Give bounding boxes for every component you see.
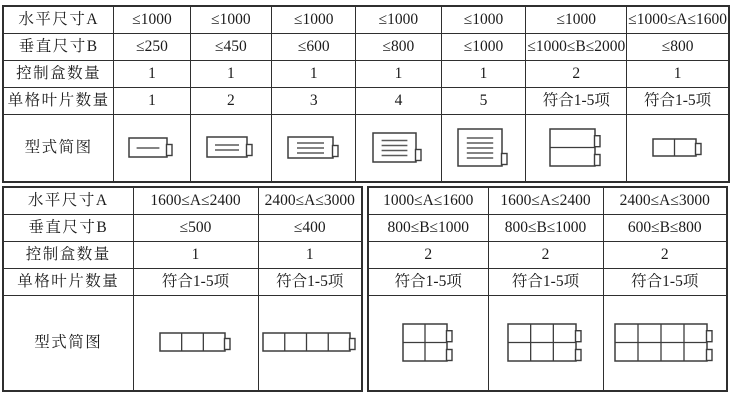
type-diagram-cell <box>356 114 441 182</box>
cell-blades: 符合1-5项 <box>133 268 258 295</box>
table-row <box>3 214 362 241</box>
row-label-type-diagram: 型式简图 <box>3 114 114 182</box>
cell-horizontal-a: ≤1000 <box>272 6 356 33</box>
cell-horizontal-a: ≤1000 <box>526 6 627 33</box>
cell-control-boxes: 1 <box>356 60 441 87</box>
vent-diagram <box>527 128 625 168</box>
vent-diagram <box>273 136 354 160</box>
cell-horizontal-a: 1600≤A≤2400 <box>488 187 603 214</box>
table-row <box>3 268 362 295</box>
cell-vertical-b: 600≤B≤800 <box>603 214 727 241</box>
cell-vertical-b: ≤600 <box>272 33 356 60</box>
cell-vertical-b: ≤450 <box>190 33 272 60</box>
vent-diagram-icon <box>372 132 424 164</box>
cell-control-boxes: 1 <box>258 241 362 268</box>
vent-diagram <box>135 332 257 353</box>
spec-table-top <box>2 5 730 183</box>
vent-diagram-icon <box>507 323 584 363</box>
vent-diagram-icon <box>614 323 715 363</box>
cell-horizontal-a: ≤1000 <box>114 6 190 33</box>
vent-diagram-icon <box>287 136 341 160</box>
vent-diagram <box>192 136 271 159</box>
vent-diagram-icon <box>549 128 603 168</box>
cell-control-boxes: 1 <box>441 60 526 87</box>
vent-diagram-icon <box>262 332 358 353</box>
table-row <box>3 60 729 87</box>
type-diagram-cell <box>603 295 727 391</box>
cell-blades: 1 <box>114 87 190 114</box>
cell-horizontal-a: ≤1000 <box>356 6 441 33</box>
table-row <box>368 268 727 295</box>
cell-vertical-b: 800≤B≤1000 <box>368 214 488 241</box>
vent-diagram <box>370 323 487 363</box>
row-label-horizontal-dimension-a: 水平尺寸A <box>3 187 133 214</box>
table-row <box>3 33 729 60</box>
vent-diagram <box>628 138 727 158</box>
type-diagram-cell <box>114 114 190 182</box>
cell-horizontal-a: ≤1000≤A≤1600 <box>627 6 729 33</box>
table-row <box>368 187 727 214</box>
table-row <box>3 6 729 33</box>
table-row <box>3 241 362 268</box>
cell-control-boxes: 2 <box>368 241 488 268</box>
cell-blades: 符合1-5项 <box>368 268 488 295</box>
table-row <box>3 114 729 182</box>
cell-control-boxes: 1 <box>190 60 272 87</box>
table-row <box>3 87 729 114</box>
cell-vertical-b: 800≤B≤1000 <box>488 214 603 241</box>
type-diagram-cell <box>272 114 356 182</box>
row-label-blades-per-cell-count: 单格叶片数量 <box>3 268 133 295</box>
cell-control-boxes: 1 <box>627 60 729 87</box>
cell-horizontal-a: 2400≤A≤3000 <box>603 187 727 214</box>
vent-diagram-icon <box>402 323 455 363</box>
cell-vertical-b: ≤800 <box>356 33 441 60</box>
cell-blades: 符合1-5项 <box>627 87 729 114</box>
cell-vertical-b: ≤1000≤B≤2000 <box>526 33 627 60</box>
spec-table-bottom-left <box>2 186 363 392</box>
type-diagram-cell <box>441 114 526 182</box>
spec-table-bottom <box>2 186 730 392</box>
cell-control-boxes: 1 <box>133 241 258 268</box>
row-label-vertical-dimension-b: 垂直尺寸B <box>3 33 114 60</box>
cell-horizontal-a: ≤1000 <box>441 6 526 33</box>
table-row <box>368 295 727 391</box>
cell-control-boxes: 1 <box>272 60 356 87</box>
type-diagram-cell <box>190 114 272 182</box>
vent-diagram <box>443 128 525 168</box>
row-label-horizontal-dimension-a: 水平尺寸A <box>3 6 114 33</box>
cell-horizontal-a: 1600≤A≤2400 <box>133 187 258 214</box>
vent-diagram <box>115 137 188 159</box>
cell-blades: 符合1-5项 <box>488 268 603 295</box>
cell-horizontal-a: 2400≤A≤3000 <box>258 187 362 214</box>
cell-horizontal-a: ≤1000 <box>190 6 272 33</box>
cell-vertical-b: ≤800 <box>627 33 729 60</box>
cell-vertical-b: ≤400 <box>258 214 362 241</box>
vent-diagram <box>260 332 361 353</box>
cell-blades: 2 <box>190 87 272 114</box>
row-label-vertical-dimension-b: 垂直尺寸B <box>3 214 133 241</box>
row-label-type-diagram: 型式简图 <box>3 295 133 391</box>
row-label-blades-per-cell-count: 单格叶片数量 <box>3 87 114 114</box>
vent-diagram-icon <box>128 137 175 159</box>
table-row <box>3 295 362 391</box>
cell-horizontal-a: 1000≤A≤1600 <box>368 187 488 214</box>
vent-diagram-icon <box>206 136 255 159</box>
vent-diagram-icon <box>159 332 233 353</box>
type-diagram-cell <box>258 295 362 391</box>
cell-control-boxes: 2 <box>526 60 627 87</box>
cell-control-boxes: 1 <box>114 60 190 87</box>
cell-vertical-b: ≤250 <box>114 33 190 60</box>
cell-control-boxes: 2 <box>488 241 603 268</box>
cell-blades: 符合1-5项 <box>258 268 362 295</box>
type-diagram-cell <box>526 114 627 182</box>
row-label-control-box-count: 控制盒数量 <box>3 60 114 87</box>
cell-control-boxes: 2 <box>603 241 727 268</box>
cell-vertical-b: ≤1000 <box>441 33 526 60</box>
cell-vertical-b: ≤500 <box>133 214 258 241</box>
cell-blades: 符合1-5项 <box>526 87 627 114</box>
vent-diagram-icon <box>457 128 510 168</box>
vent-diagram <box>357 132 439 164</box>
cell-blades: 3 <box>272 87 356 114</box>
row-label-control-box-count: 控制盒数量 <box>3 241 133 268</box>
type-diagram-cell <box>488 295 603 391</box>
table-row <box>3 187 362 214</box>
vent-diagram <box>490 323 602 363</box>
vent-diagram <box>605 323 726 363</box>
table-row <box>368 241 727 268</box>
spec-table-bottom-right <box>367 186 728 392</box>
cell-blades: 符合1-5项 <box>603 268 727 295</box>
type-diagram-cell <box>627 114 729 182</box>
type-diagram-cell <box>368 295 488 391</box>
table-row <box>368 214 727 241</box>
vent-diagram-icon <box>652 138 704 158</box>
cell-blades: 4 <box>356 87 441 114</box>
cell-blades: 5 <box>441 87 526 114</box>
type-diagram-cell <box>133 295 258 391</box>
